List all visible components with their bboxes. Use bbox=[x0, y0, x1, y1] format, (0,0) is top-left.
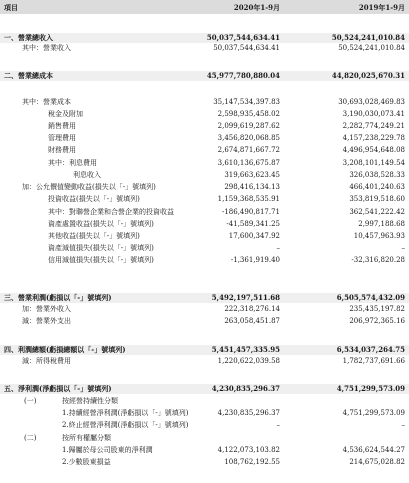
value-2020: – bbox=[276, 421, 280, 429]
row-label: 減：營業外支出 bbox=[22, 317, 71, 325]
row-label: 1.歸屬於母公司股東的淨利潤 bbox=[62, 446, 153, 454]
table-row bbox=[0, 134, 409, 144]
row-label: 其中：營業成本 bbox=[22, 98, 71, 106]
value-2019: 4,751,299,573.09 bbox=[342, 409, 405, 417]
value-2019: 214,675,028.82 bbox=[349, 458, 405, 466]
value-2020: 298,416,134.13 bbox=[224, 183, 280, 191]
value-2019: 10,457,963.93 bbox=[353, 232, 405, 240]
value-2019: 4,536,624,544.27 bbox=[342, 446, 405, 454]
table-row bbox=[0, 220, 409, 230]
header-item: 項目 bbox=[4, 3, 18, 12]
row-label: 信用減值損失(損失以「-」號填列) bbox=[48, 256, 154, 264]
value-2019: 3,190,030,073.41 bbox=[342, 110, 405, 118]
value-2020: 1,159,368,535.91 bbox=[217, 195, 280, 203]
value-2020: 2,598,935,458.02 bbox=[217, 110, 280, 118]
table-row bbox=[0, 244, 409, 254]
value-2019: -32,316,820.28 bbox=[351, 256, 405, 264]
value-2020: 50,037,544,634.41 bbox=[206, 33, 280, 42]
row-label: 管理費用 bbox=[48, 134, 76, 142]
value-2020: -186,490,817.71 bbox=[221, 208, 280, 216]
row-label: 二、營業總成本 bbox=[4, 71, 53, 80]
value-2020: 3,610,136,675.87 bbox=[217, 159, 280, 167]
table-row bbox=[0, 44, 409, 54]
value-2020: -1,361,919.40 bbox=[230, 256, 280, 264]
table-row bbox=[0, 122, 409, 132]
table-row bbox=[0, 458, 409, 468]
value-2020: 3,456,820,068.85 bbox=[217, 134, 280, 142]
value-2019: 2,282,774,249.21 bbox=[342, 122, 405, 130]
row-label: 其他收益(損失以「-」號填列) bbox=[48, 232, 140, 240]
value-2019: 206,972,365.16 bbox=[349, 317, 405, 325]
value-2019: 326,038,528.33 bbox=[349, 171, 405, 179]
value-2019: 1,782,737,691.66 bbox=[342, 357, 405, 365]
value-2019: 362,541,222.42 bbox=[349, 208, 405, 216]
value-2020: 4,230,835,296.37 bbox=[217, 409, 280, 417]
value-2020: – bbox=[276, 244, 280, 252]
value-2020: 1,220,622,039.58 bbox=[217, 357, 280, 365]
value-2020: 4,122,073,103.82 bbox=[217, 446, 280, 454]
row-label: 三、營業利潤(虧損以「-」號填列) bbox=[4, 293, 112, 302]
table-row bbox=[0, 434, 409, 444]
value-2020: 4,230,835,296.37 bbox=[211, 384, 280, 393]
table-row bbox=[0, 183, 409, 193]
value-2019: 4,496,954,648.08 bbox=[342, 146, 405, 154]
row-number: (一) bbox=[24, 397, 37, 405]
row-label: 投資收益(損失以「-」號填列) bbox=[48, 195, 140, 203]
value-2019: 353,819,518.60 bbox=[349, 195, 405, 203]
row-label: 銷售費用 bbox=[48, 122, 76, 130]
value-2020: 2,099,619,287.62 bbox=[217, 122, 280, 130]
value-2020: 222,318,276.14 bbox=[224, 305, 280, 313]
row-label: 四、利潤總額(虧損總額以「-」號填列) bbox=[4, 345, 126, 354]
row-label: 稅金及附加 bbox=[48, 110, 83, 118]
row-label: 2.終止經營淨利潤(淨虧損以「-」號填列) bbox=[62, 421, 189, 429]
table-row bbox=[0, 232, 409, 242]
value-2019: 3,208,101,149.54 bbox=[342, 159, 405, 167]
row-label: 資產減值損失(損失以「-」號填列) bbox=[48, 244, 154, 252]
value-2019: 466,401,240.63 bbox=[349, 183, 405, 191]
value-2019: – bbox=[401, 244, 405, 252]
value-2020: 45,977,780,880.04 bbox=[206, 71, 280, 80]
table-row bbox=[0, 33, 409, 43]
table-row bbox=[0, 345, 409, 355]
value-2019: 44,820,025,670.31 bbox=[331, 71, 405, 80]
value-2019: 4,157,238,229.78 bbox=[342, 134, 405, 142]
value-2019: 4,751,299,573.09 bbox=[336, 384, 405, 393]
row-label: 加：營業外收入 bbox=[22, 305, 71, 313]
value-2020: 108,762,192.55 bbox=[224, 458, 280, 466]
row-label: 利息收入 bbox=[73, 171, 101, 179]
table-row bbox=[0, 159, 409, 169]
row-label: 資產處置收益(損失以「-」號填列) bbox=[48, 220, 154, 228]
value-2019: 6,505,574,432.09 bbox=[336, 293, 405, 302]
row-label: 一、營業總收入 bbox=[4, 33, 53, 42]
value-2019: 50,524,241,010.84 bbox=[331, 33, 405, 42]
row-label: 五、淨利潤(淨虧損以「-」號填列) bbox=[4, 384, 112, 393]
value-2019: – bbox=[401, 421, 405, 429]
value-2020: 5,492,197,511.68 bbox=[211, 293, 280, 302]
table-row bbox=[0, 384, 409, 394]
table-row bbox=[0, 256, 409, 266]
value-2020: -41,589,341.25 bbox=[226, 220, 280, 228]
table-row bbox=[0, 293, 409, 303]
table-row bbox=[0, 421, 409, 431]
table-row bbox=[0, 409, 409, 419]
value-2020: 263,058,451.87 bbox=[224, 317, 280, 325]
value-2020: 319,663,623.45 bbox=[224, 171, 280, 179]
table-row bbox=[0, 208, 409, 218]
value-2020: 17,600,347.92 bbox=[228, 232, 280, 240]
value-2019: 235,435,197.82 bbox=[349, 305, 405, 313]
row-label: 按所有權屬分類 bbox=[62, 434, 111, 442]
table-row bbox=[0, 357, 409, 367]
row-label: 其中：營業收入 bbox=[22, 44, 71, 52]
row-label: 1.持續經營淨利潤(淨虧損以「-」號填列) bbox=[62, 409, 189, 417]
table-header bbox=[0, 0, 409, 14]
table-row bbox=[0, 110, 409, 120]
table-row bbox=[0, 195, 409, 205]
row-label: 2.少數股東損益 bbox=[62, 458, 111, 466]
row-label: 其中：利息費用 bbox=[48, 159, 97, 167]
table-row bbox=[0, 397, 409, 407]
table-row bbox=[0, 146, 409, 156]
table-row bbox=[0, 171, 409, 181]
table-row bbox=[0, 71, 409, 81]
value-2019: 2,997,188.68 bbox=[358, 220, 405, 228]
table-row bbox=[0, 446, 409, 456]
row-number: (二) bbox=[24, 434, 37, 442]
row-label: 加：公允價值變動收益(損失以「-」號填列) bbox=[22, 183, 156, 191]
header-2019: 2019年1-9月 bbox=[358, 3, 405, 12]
value-2020: 50,037,544,634.41 bbox=[213, 44, 280, 52]
row-label: 其中：對聯營企業和合營企業的投資收益 bbox=[48, 208, 174, 216]
header-2020: 2020年1-9月 bbox=[233, 3, 280, 12]
row-label: 減：所得稅費用 bbox=[22, 357, 71, 365]
row-label: 財務費用 bbox=[48, 146, 76, 154]
row-label: 按經營持續性分類 bbox=[62, 397, 118, 405]
table-row bbox=[0, 317, 409, 327]
table-row bbox=[0, 98, 409, 108]
value-2020: 5,451,457,335.95 bbox=[211, 345, 280, 354]
value-2019: 50,524,241,010.84 bbox=[338, 44, 405, 52]
value-2020: 2,674,871,667.72 bbox=[217, 146, 280, 154]
value-2020: 35,147,534,397.83 bbox=[213, 98, 280, 106]
value-2019: 30,693,028,469.83 bbox=[338, 98, 405, 106]
table-row bbox=[0, 305, 409, 315]
value-2019: 6,534,037,264.75 bbox=[336, 345, 405, 354]
